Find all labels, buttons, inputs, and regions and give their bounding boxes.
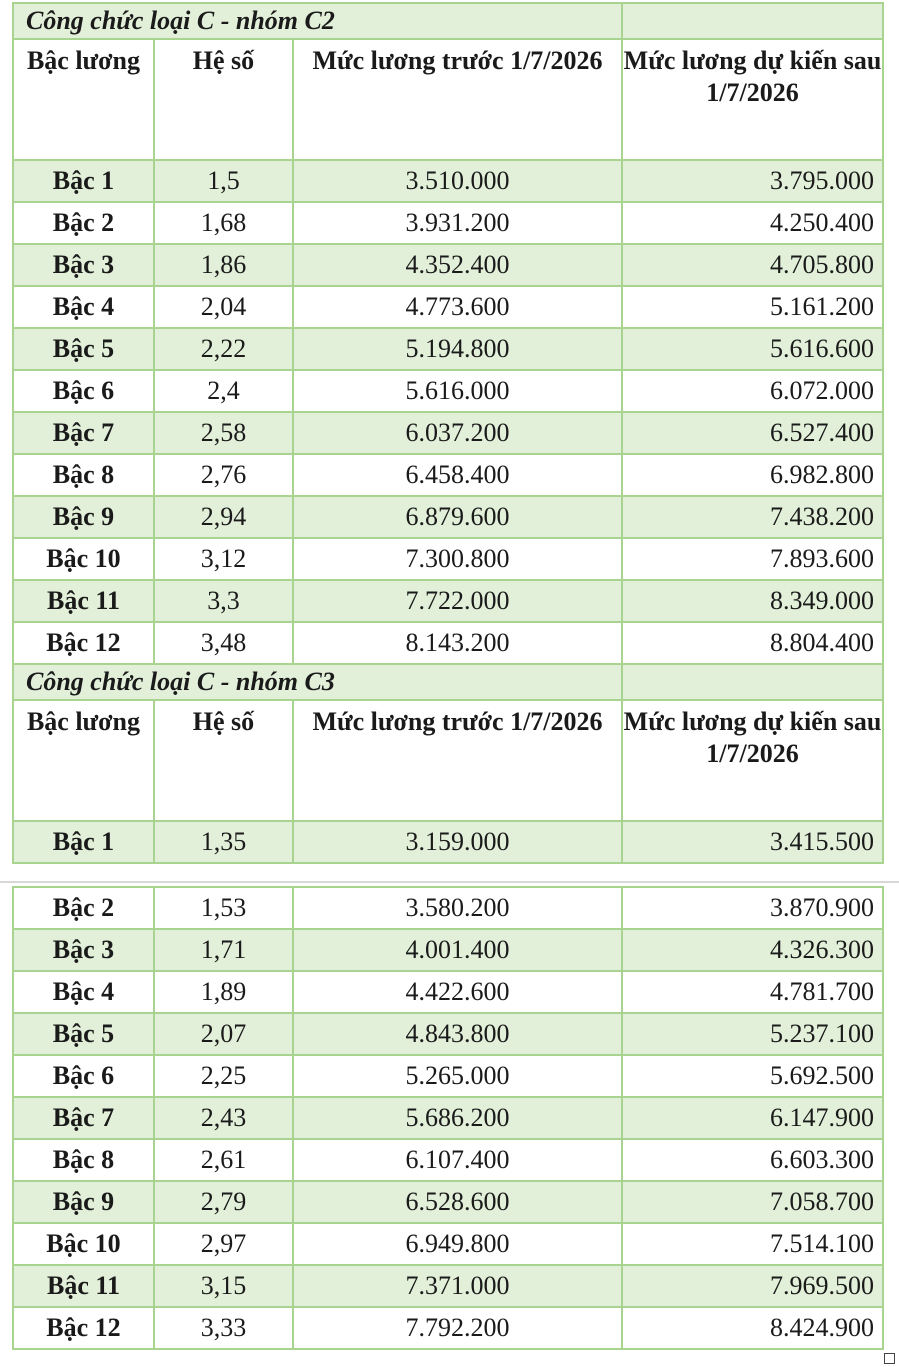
cell-before: 4.843.800 [293,1013,622,1055]
header-coef: Hệ số [154,39,293,160]
table-row [13,160,883,202]
cell-after: 8.804.400 [622,622,883,664]
cell-before: 6.458.400 [293,454,622,496]
table-row [13,1307,883,1349]
cell-level: Bậc 12 [13,1307,154,1349]
cell-after: 7.893.600 [622,538,883,580]
cell-after: 5.237.100 [622,1013,883,1055]
cell-level: Bậc 5 [13,328,154,370]
cell-coef: 3,33 [154,1307,293,1349]
cell-coef: 1,86 [154,244,293,286]
cell-coef: 2,43 [154,1097,293,1139]
cell-level: Bậc 8 [13,454,154,496]
table-row [13,1097,883,1139]
cell-coef: 1,89 [154,971,293,1013]
cell-after: 5.616.600 [622,328,883,370]
table-row [13,1013,883,1055]
cell-level: Bậc 10 [13,1223,154,1265]
cell-coef: 3,12 [154,538,293,580]
cell-before: 6.037.200 [293,412,622,454]
cell-coef: 2,94 [154,496,293,538]
header-level: Bậc lương [13,39,154,160]
cell-after: 4.705.800 [622,244,883,286]
cell-coef: 2,61 [154,1139,293,1181]
cell-after: 7.514.100 [622,1223,883,1265]
cell-level: Bậc 9 [13,1181,154,1223]
cell-after: 8.349.000 [622,580,883,622]
cell-before: 8.143.200 [293,622,622,664]
table-row [13,538,883,580]
cell-after: 8.424.900 [622,1307,883,1349]
cell-before: 4.001.400 [293,929,622,971]
table-row [13,580,883,622]
salary-table-bottom [12,886,884,1350]
table-row [13,1265,883,1307]
table-row [13,370,883,412]
cell-after: 5.692.500 [622,1055,883,1097]
resize-handle[interactable] [884,1353,895,1364]
screenshot-split-line [0,881,899,883]
cell-level: Bậc 6 [13,1055,154,1097]
cell-after: 6.527.400 [622,412,883,454]
cell-before: 7.300.800 [293,538,622,580]
cell-level: Bậc 12 [13,622,154,664]
cell-after: 6.982.800 [622,454,883,496]
cell-coef: 2,22 [154,328,293,370]
cell-before: 7.722.000 [293,580,622,622]
cell-before: 6.107.400 [293,1139,622,1181]
header-after: Mức lương dự kiến sau 1/7/2026 [622,700,883,821]
cell-after: 3.795.000 [622,160,883,202]
cell-coef: 1,35 [154,821,293,863]
cell-coef: 3,15 [154,1265,293,1307]
table-row [13,929,883,971]
cell-coef: 2,4 [154,370,293,412]
cell-coef: 2,97 [154,1223,293,1265]
table-row [13,496,883,538]
cell-level: Bậc 9 [13,496,154,538]
cell-level: Bậc 8 [13,1139,154,1181]
cell-coef: 3,3 [154,580,293,622]
cell-level: Bậc 10 [13,538,154,580]
cell-level: Bậc 1 [13,821,154,863]
cell-after: 7.969.500 [622,1265,883,1307]
cell-before: 6.528.600 [293,1181,622,1223]
cell-level: Bậc 4 [13,971,154,1013]
table-row [13,202,883,244]
table-row [13,454,883,496]
table-row [13,971,883,1013]
cell-level: Bậc 7 [13,412,154,454]
cell-coef: 2,79 [154,1181,293,1223]
cell-after: 4.250.400 [622,202,883,244]
header-row [13,700,883,821]
table-row [13,1055,883,1097]
table-row [13,412,883,454]
cell-level: Bậc 2 [13,202,154,244]
table-row [13,622,883,664]
cell-coef: 1,5 [154,160,293,202]
cell-level: Bậc 1 [13,160,154,202]
group-title-row [13,664,883,700]
cell-after: 7.058.700 [622,1181,883,1223]
table-row [13,887,883,929]
cell-before: 7.371.000 [293,1265,622,1307]
header-row [13,39,883,160]
cell-before: 4.773.600 [293,286,622,328]
header-before: Mức lương trước 1/7/2026 [293,39,622,160]
cell-coef: 2,58 [154,412,293,454]
table-row [13,328,883,370]
cell-coef: 3,48 [154,622,293,664]
cell-before: 5.265.000 [293,1055,622,1097]
cell-coef: 2,07 [154,1013,293,1055]
cell-coef: 2,76 [154,454,293,496]
cell-after: 4.781.700 [622,971,883,1013]
group-title-blank [622,664,883,700]
table-row [13,1181,883,1223]
cell-level: Bậc 7 [13,1097,154,1139]
cell-level: Bậc 6 [13,370,154,412]
cell-after: 6.147.900 [622,1097,883,1139]
cell-coef: 2,25 [154,1055,293,1097]
cell-level: Bậc 3 [13,929,154,971]
cell-before: 5.194.800 [293,328,622,370]
cell-after: 3.415.500 [622,821,883,863]
cell-level: Bậc 2 [13,887,154,929]
cell-after: 6.603.300 [622,1139,883,1181]
cell-before: 7.792.200 [293,1307,622,1349]
cell-level: Bậc 11 [13,580,154,622]
header-after: Mức lương dự kiến sau 1/7/2026 [622,39,883,160]
group-title-row [13,3,883,39]
table-row [13,244,883,286]
header-level: Bậc lương [13,700,154,821]
cell-level: Bậc 11 [13,1265,154,1307]
cell-coef: 1,71 [154,929,293,971]
cell-before: 3.580.200 [293,887,622,929]
cell-coef: 1,53 [154,887,293,929]
group-title-c2: Công chức loại C - nhóm C2 [13,3,622,39]
cell-before: 5.686.200 [293,1097,622,1139]
cell-coef: 1,68 [154,202,293,244]
table-row [13,1139,883,1181]
cell-before: 6.879.600 [293,496,622,538]
cell-level: Bậc 4 [13,286,154,328]
cell-before: 5.616.000 [293,370,622,412]
salary-table-top [12,2,884,864]
header-before: Mức lương trước 1/7/2026 [293,700,622,821]
cell-after: 3.870.900 [622,887,883,929]
cell-level: Bậc 3 [13,244,154,286]
cell-before: 4.352.400 [293,244,622,286]
cell-before: 3.931.200 [293,202,622,244]
cell-before: 4.422.600 [293,971,622,1013]
table-row [13,1223,883,1265]
group-title-c3: Công chức loại C - nhóm C3 [13,664,622,700]
cell-before: 6.949.800 [293,1223,622,1265]
cell-level: Bậc 5 [13,1013,154,1055]
table-row [13,821,883,863]
header-coef: Hệ số [154,700,293,821]
table-row [13,286,883,328]
cell-after: 6.072.000 [622,370,883,412]
cell-after: 7.438.200 [622,496,883,538]
group-title-blank [622,3,883,39]
cell-before: 3.510.000 [293,160,622,202]
cell-coef: 2,04 [154,286,293,328]
cell-after: 4.326.300 [622,929,883,971]
cell-after: 5.161.200 [622,286,883,328]
cell-before: 3.159.000 [293,821,622,863]
